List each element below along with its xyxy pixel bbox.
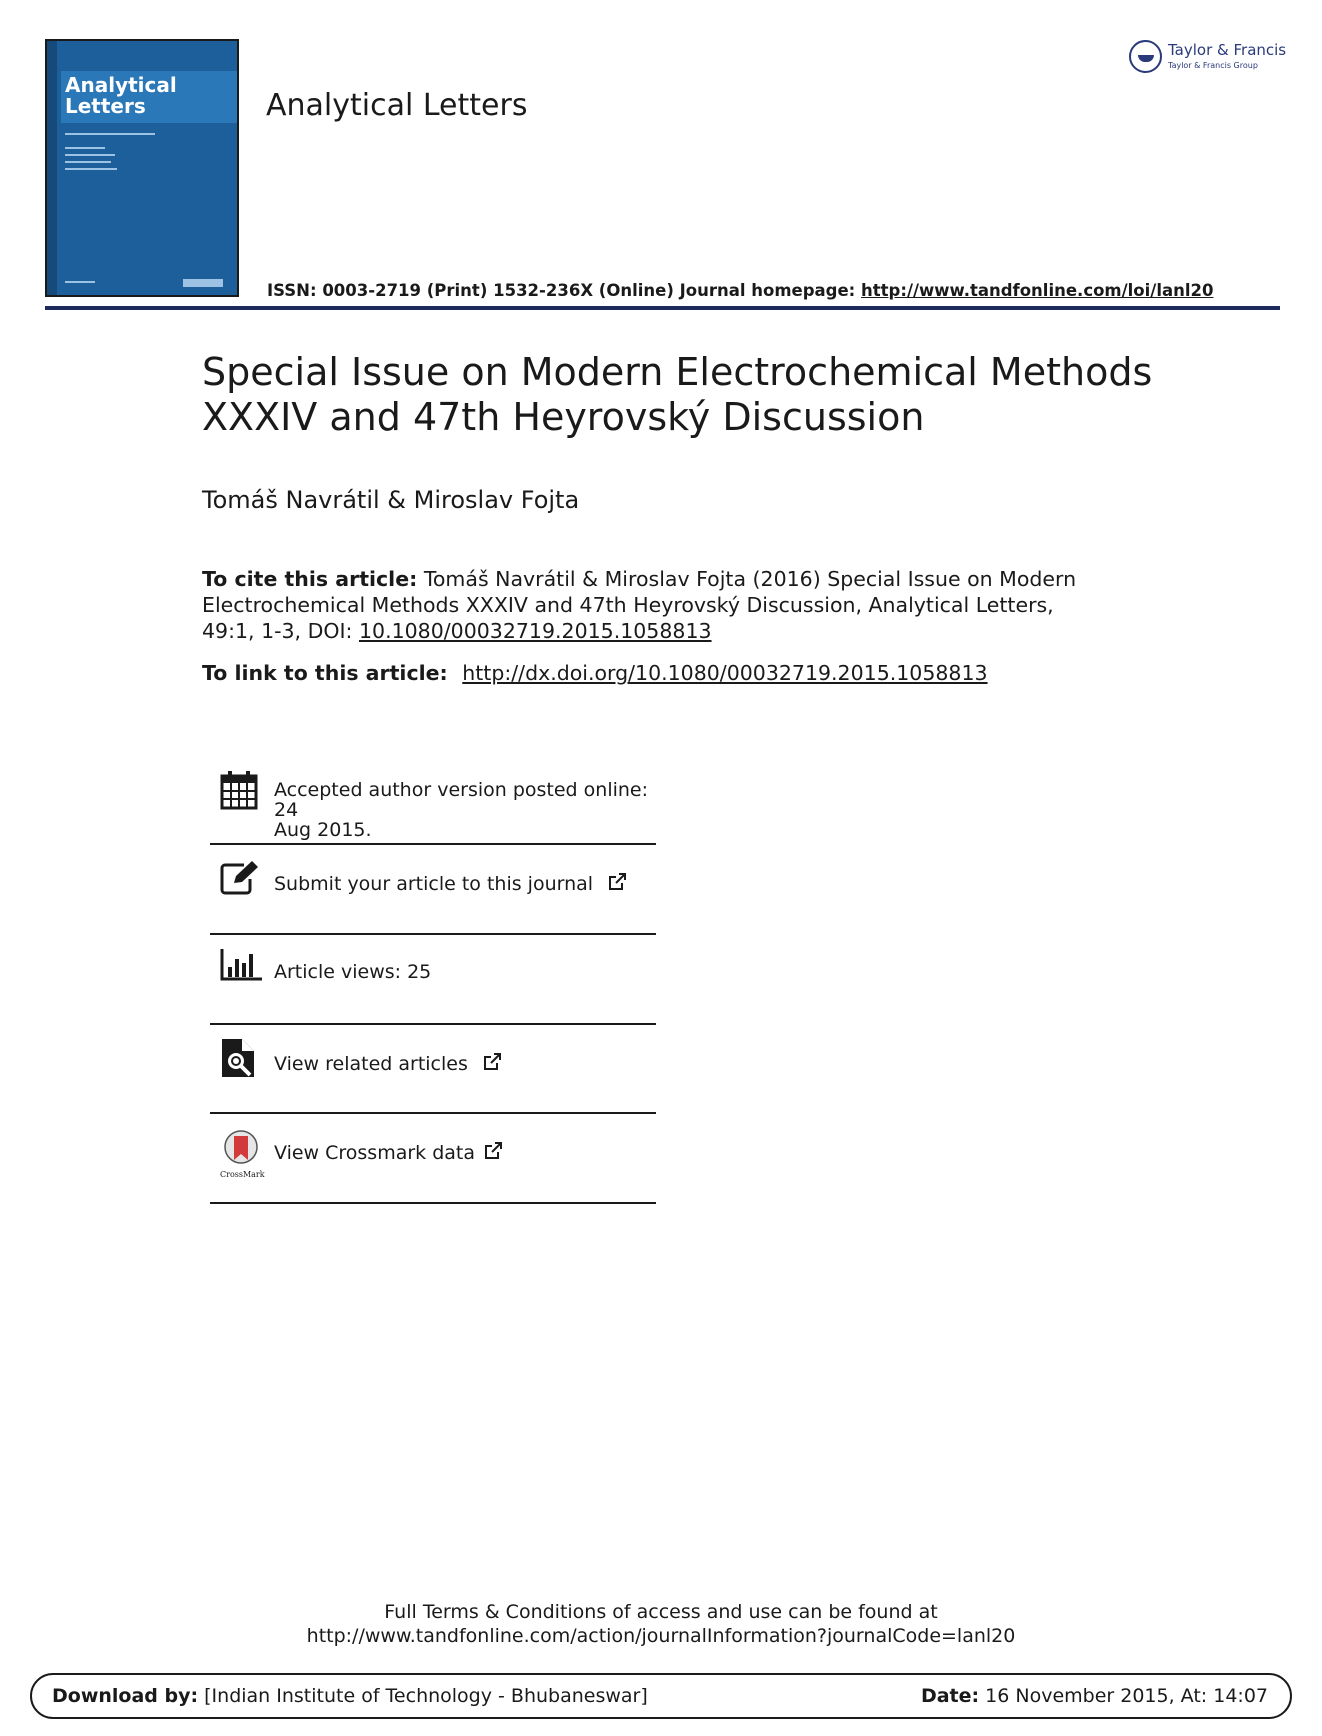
article-title: Special Issue on Modern Electrochemical Methods XXXIV and 47th Heyrovský Discussion	[202, 350, 1153, 439]
external-link-icon	[607, 872, 627, 892]
terms-url[interactable]: http://www.tandfonline.com/action/journalInformation?journalCode=lanl20	[306, 1625, 1016, 1647]
related-link[interactable]: View related articles	[274, 1052, 502, 1074]
article-info-list	[210, 760, 656, 1204]
download-footer	[30, 1673, 1292, 1719]
article-link[interactable]: http://dx.doi.org/10.1080/00032719.2015.1058813	[462, 661, 988, 685]
submit-row[interactable]	[210, 845, 656, 935]
download-date: Date: 16 November 2015, At: 14:07	[920, 1685, 1268, 1707]
crossmark-link[interactable]: View Crossmark data	[274, 1141, 503, 1163]
publisher-name: Taylor & Francis	[1168, 41, 1287, 59]
link-label: To link to this article:	[202, 661, 448, 685]
accepted-row	[210, 760, 656, 845]
issn-line	[267, 281, 1213, 300]
external-link-icon	[483, 1141, 503, 1161]
citation-block	[202, 566, 1102, 644]
journal-name: Analytical Letters	[266, 88, 528, 123]
article-link-line	[202, 661, 988, 685]
external-link-icon	[482, 1052, 502, 1072]
calendar-icon	[220, 770, 258, 810]
publisher-lamp-icon	[1129, 40, 1162, 73]
submit-link[interactable]: Submit your article to this journal	[274, 872, 627, 894]
article-authors: Tomáš Navrátil & Miroslav Fojta	[202, 486, 580, 514]
journal-homepage-link[interactable]: http://www.tandfonline.com/loi/lanl20	[861, 281, 1214, 300]
cite-label: To cite this article:	[202, 567, 418, 591]
cite-text: Tomáš Navrátil & Miroslav Fojta (2016) Special Issue on Modern Electrochemical Methods XXXIV and 47th Heyrovský Discussion, Analytical Letters, 49:1, 1-3, DOI:	[202, 567, 1077, 643]
search-document-icon	[220, 1037, 256, 1079]
publisher-logo	[1129, 38, 1289, 78]
header-divider	[45, 306, 1280, 310]
cover-title: Analytical Letters	[65, 73, 177, 118]
crossmark-icon: CrossMark	[220, 1130, 262, 1176]
publisher-group: Taylor & Francis Group	[1168, 61, 1258, 70]
edit-icon	[220, 859, 260, 895]
journal-cover-image	[45, 39, 239, 297]
views-text: Article views: 25	[274, 961, 432, 983]
related-row[interactable]	[210, 1025, 656, 1114]
download-info: Download by: [Indian Institute of Technology - Bhubaneswar]	[52, 1685, 648, 1707]
issn-text: ISSN: 0003-2719 (Print) 1532-236X (Online) Journal homepage:	[267, 281, 856, 300]
bar-chart-icon	[220, 949, 262, 981]
terms-notice: Full Terms & Conditions of access and use can be found at http://www.tandfonline.com/action/journalInformation?journalCode=lanl20	[0, 1600, 1322, 1648]
views-row	[210, 935, 656, 1025]
crossmark-row[interactable]	[210, 1114, 656, 1204]
accepted-text: Accepted author version posted online: 24 Aug 2015.	[274, 779, 649, 841]
doi-link[interactable]: 10.1080/00032719.2015.1058813	[359, 619, 712, 643]
